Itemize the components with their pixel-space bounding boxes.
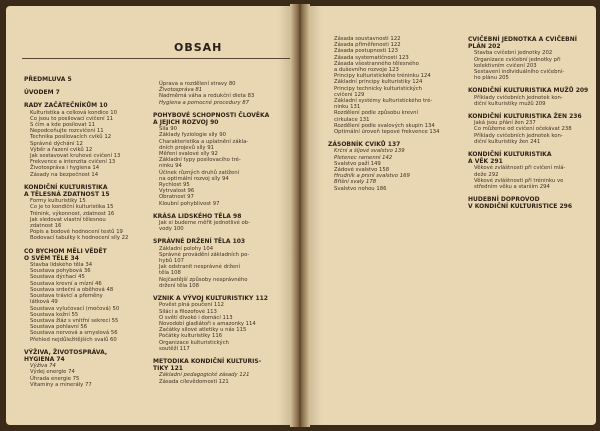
toc-entry: Rozdělení podle svalových skupin 134: [334, 122, 435, 129]
toc-entry: těla 108: [159, 270, 181, 277]
toc-entry: Soustava kožní 55: [30, 311, 79, 318]
toc-chapter-heading: ÚVODEM 7: [24, 89, 60, 97]
toc-entry: Výživa 74: [30, 363, 56, 370]
toc-entry: Optimální úroveň tepové frekvence 134: [334, 129, 440, 136]
toc-entry: Vitaminy a minerály 77: [30, 381, 92, 388]
toc-chapter-heading: METODIKA KONDIČNÍ KULTURIS-: [153, 357, 262, 365]
toc-entry: Soustava žláz s vnitřní sekrecí 55: [30, 317, 119, 324]
toc-chapter-heading: KONDIČNÍ KULTURISTIKA: [468, 151, 552, 159]
toc-entry: Zásada soustavnosti 122: [334, 36, 401, 42]
toc-entry: Svalstvo paží 149: [334, 160, 381, 167]
toc-entry: Zásada cílevědomosti 121: [159, 378, 229, 385]
toc-entry: Základní pedagogické zásady 121: [159, 372, 250, 379]
toc-entry: soutěží 117: [159, 345, 190, 352]
toc-chapter-heading: ZÁSOBNÍK CVIKŮ 137: [328, 141, 401, 149]
toc-chapter-heading: RADY ZAČÁTEČNÍKŮM 10: [24, 102, 108, 110]
toc-entry: Zádové svalstvo 158: [334, 167, 390, 174]
toc-entry: Technika posilovacích cviků 12: [30, 134, 112, 141]
toc-entry: Pletenec ramenní 142: [334, 154, 393, 161]
toc-entry: Co jsou to posilovací cvičení 11: [30, 115, 114, 122]
toc-entry: Soustava krevní a mízní 46: [30, 280, 102, 287]
toc-entry: ho plánu 205: [474, 75, 509, 82]
toc-entry: látková 49: [30, 299, 58, 306]
toc-chapter-heading: KONDIČNÍ KULTURISTIKA ŽEN 236: [468, 113, 582, 121]
toc-entry: Přehled nejdůležitějších svalů 60: [30, 336, 117, 343]
toc-entry: Nadměrná váha a redukční dieta 83: [159, 93, 255, 100]
toc-entry: O světí divoké i domácí 113: [159, 314, 233, 321]
toc-entry: Co je to kondiční kulturistika 15: [30, 204, 114, 211]
left-page: [6, 6, 296, 425]
toc-entry: Životospráva i hygiena 14: [30, 165, 100, 172]
toc-entry: Správné dýchání 12: [30, 140, 83, 147]
toc-entry: Hygiena a pomocné procedury 87: [159, 99, 250, 106]
toc-entry: Základní systémy kulturistického tré-: [334, 98, 433, 105]
toc-chapter-heading: PLÁN 202: [468, 43, 501, 51]
toc-entry: Kloubní pohyblivost 97: [159, 200, 220, 207]
toc-chapter-heading: HYGIENA 74: [24, 355, 65, 363]
toc-chapter-heading: A TĚLESNÁ ZDATNOST 15: [24, 191, 110, 199]
toc-entry: Úhrada energie 75: [30, 375, 80, 382]
toc-entry: na optimální rozvoj síly 94: [159, 175, 229, 182]
toc-entry: cvičení 129: [334, 91, 365, 98]
toc-entry: Krční a šíjové svalstvo 139: [334, 148, 405, 155]
toc-entry: Nepodceňujte rozcvičení 11: [30, 128, 104, 135]
toc-entry: Jak sledovat vlastní tělesnou: [30, 216, 106, 223]
toc-column-1: [24, 76, 160, 388]
toc-entry: Jak odstranit nesprávné držení: [159, 264, 241, 271]
toc-entry: Úprava a rozdělení stravy 80: [159, 81, 236, 87]
toc-entry: Základní polohy 104: [159, 245, 214, 252]
toc-entry: Novodobí gladiátoři s amazonky 114: [159, 320, 256, 327]
toc-chapter-heading: KONDIČNÍ KULTURISTIKA MUŽŮ 209: [468, 87, 589, 95]
toc-entry: Charakteristika a uplatnění zákla-: [159, 138, 249, 145]
toc-entry: Jak si budeme měřit jednotlivé ob-: [159, 220, 251, 227]
toc-entry: Zásada všestranného tělesného: [334, 60, 419, 67]
toc-entry: Soustava trávicí a přeměny: [30, 293, 103, 300]
toc-entry: Výdej energie 74: [30, 369, 75, 376]
toc-entry: Zásady na bezpečnost 14: [30, 171, 99, 178]
toc-entry: dních projevů síly 91: [159, 144, 214, 151]
toc-entry: Formy kulturistiky 15: [30, 198, 86, 205]
toc-entry: S čím a kde posilovat 11: [30, 122, 96, 129]
title-rule: [22, 58, 296, 59]
toc-entry: Životospráva 81: [159, 87, 203, 94]
toc-chapter-heading: O SVÉM TĚLE 34: [24, 254, 79, 262]
toc-entry: Stavba lidského těla 34: [30, 262, 93, 269]
toc-entry: cirkulace 131: [334, 116, 370, 123]
toc-entry: diční kulturistiky mužů 209: [474, 100, 546, 107]
toc-entry: Soustava nervová a smyslová 56: [30, 330, 118, 337]
toc-entry: diční kulturistiky žen 241: [474, 138, 541, 145]
toc-entry: Začátky silové atletiky u nás 115: [159, 327, 247, 334]
toc-entry: Organizace kulturistických: [159, 339, 229, 346]
toc-entry: Pověst plná poučení 112: [159, 302, 225, 309]
toc-chapter-heading: VÝŽIVA, ŽIVOTOSPRÁVA,: [24, 348, 108, 356]
toc-entry: Základní typy posilovacího tré-: [159, 157, 241, 164]
toc-entry: Principy technicky kulturistických: [334, 85, 423, 92]
toc-entry: Principy kulturistického tréninku 124: [334, 73, 431, 80]
toc-chapter-heading: A JEJICH ROZVOJ 90: [153, 119, 219, 127]
toc-entry: ninku 131: [334, 104, 361, 111]
toc-entry: Výběr a řazení cviků 12: [30, 146, 93, 153]
toc-entry: Frekvence a intenzita cvičení 13: [30, 159, 116, 166]
toc-chapter-heading: PŘEDMLUVA 5: [24, 76, 72, 83]
toc-entry: a duševního rozvoje 123: [334, 67, 399, 74]
toc-entry: Nejčastější způsoby nesprávného: [159, 276, 248, 283]
toc-chapter-heading: A VĚK 291: [468, 158, 503, 166]
right-page: [304, 6, 596, 425]
toc-entry: Bodovací tabulky k hodnocení síly 22: [30, 235, 129, 242]
toc-entry: středním věku a starším 294: [474, 184, 550, 191]
toc-chapter-heading: CO BYCHOM MĚLI VĚDĚT: [24, 247, 107, 255]
toc-entry: Příklady cvičebních jednotek kon-: [474, 132, 563, 139]
toc-chapter-heading: CVIČEBNÍ JEDNOTKA A CVIČEBNÍ: [468, 36, 577, 43]
toc-entry: Věkové zvláštnosti při cvičení mlá-: [474, 165, 566, 172]
toc-entry: Počátky kulturistiky 116: [159, 333, 223, 340]
toc-entry: Zásada přiměřenosti 122: [334, 42, 401, 49]
page-title: OBSAH: [174, 41, 223, 54]
toc-entry: Síla 90: [159, 126, 177, 133]
toc-entry: Kulturistika a celková kondice 10: [30, 109, 117, 116]
toc-entry: Popis a bodové hodnocení testů 19: [30, 229, 123, 236]
toc-entry: Siláci a filozofové 113: [159, 308, 217, 315]
toc-entry: Stavba cvičební jednotky 202: [474, 50, 553, 57]
book-gutter: [290, 4, 310, 427]
toc-entry: Základní principy kulturistiky 124: [334, 79, 423, 86]
toc-entry: Zásada systematičnosti 123: [334, 54, 409, 61]
toc-entry: Svalstvo nohou 186: [334, 185, 387, 192]
toc-column-2: [153, 81, 293, 385]
toc-chapter-heading: HUDEBNÍ DOPROVOD: [468, 196, 540, 204]
toc-entry: vody 100: [159, 226, 184, 233]
toc-entry: Příklady cvičebních jednotek kon-: [474, 94, 563, 101]
toc-entry: Věkové zvláštnosti při tréninku ve: [474, 177, 564, 184]
toc-entry: ninku 94: [159, 163, 182, 170]
toc-entry: Zásada postupnosti 123: [334, 48, 399, 55]
toc-entry: Účinek různých druhů zatížení: [159, 169, 240, 176]
toc-entry: Soustava srdeční a oběhová 48: [30, 286, 114, 293]
toc-entry: Soustava vylučovací (močová) 50: [30, 305, 120, 312]
toc-entry: Jaká jsou přání žen 237: [474, 120, 536, 127]
toc-entry: Břišní svaly 178: [334, 179, 377, 186]
toc-entry: Měření svalové síly 92: [159, 151, 218, 158]
toc-entry: kolektivním cvičení 203: [474, 62, 537, 69]
toc-entry: Obratnost 97: [159, 194, 194, 201]
toc-entry: Rychlost 95: [159, 182, 190, 189]
toc-chapter-heading: VZNIK A VÝVOJ KULTURISTIKY 112: [153, 295, 268, 303]
toc-entry: Co můžeme od cvičení očekávat 238: [474, 126, 572, 133]
toc-chapter-heading: KONDIČNÍ KULTURISTIKA: [24, 183, 108, 191]
toc-column-3: [328, 36, 478, 192]
toc-chapter-heading: V KONDIČNÍ KULTURISTICE 296: [468, 203, 573, 211]
toc-entry: Rozdělení podle způsobu krevní: [334, 110, 418, 117]
toc-entry: hybů 107: [159, 258, 185, 265]
toc-entry: Vytrvalost 96: [159, 188, 195, 195]
toc-entry: Jak sestavovat kruhové cvičení 13: [30, 153, 121, 160]
toc-chapter-heading: KRÁSA LIDSKÉHO TĚLA 98: [153, 212, 242, 220]
toc-entry: Soustava pohlavní 56: [30, 324, 88, 331]
toc-entry: Organizace cvičební jednotky při: [474, 56, 561, 63]
toc-chapter-heading: POHYBOVÉ SCHOPNOSTI ČLOVĚKA: [153, 111, 270, 119]
toc-entry: Trénink, výkonnost, zdatnost 16: [30, 210, 115, 217]
toc-chapter-heading: SPRÁVNÉ DRŽENÍ TĚLA 103: [153, 238, 246, 246]
toc-entry: deže 292: [474, 171, 499, 178]
toc-entry: Správné provádění základních po-: [159, 251, 250, 258]
toc-entry: Sestavení individuálního cvičební-: [474, 69, 565, 76]
toc-entry: Hrudník a prsní svalstvo 169: [334, 173, 410, 180]
toc-chapter-heading: TIKY 121: [153, 365, 183, 373]
toc-column-4: [468, 36, 594, 211]
toc-entry: Základy fyziologie síly 90: [159, 132, 226, 139]
toc-entry: Soustava dýchací 45: [30, 274, 85, 281]
toc-entry: zdatnost 16: [30, 223, 62, 230]
toc-entry: držení těla 108: [159, 282, 199, 289]
toc-entry: Soustava pohybová 36: [30, 268, 91, 275]
